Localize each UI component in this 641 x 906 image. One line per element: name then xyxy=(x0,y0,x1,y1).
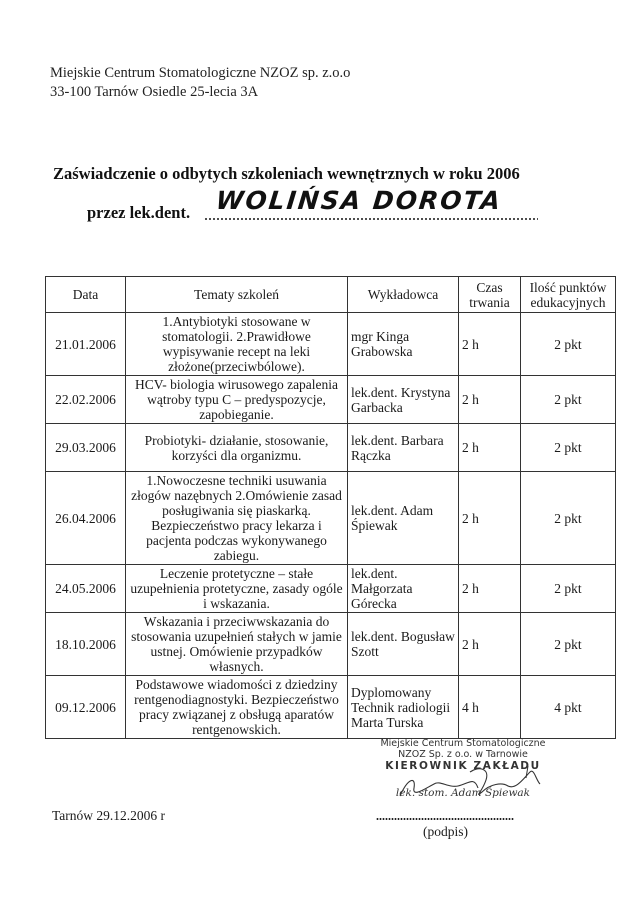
cell-duration: 2 h xyxy=(459,424,521,472)
cell-date: 29.03.2006 xyxy=(46,424,126,472)
cell-date: 09.12.2006 xyxy=(46,676,126,739)
cell-duration: 2 h xyxy=(459,376,521,424)
cell-topic: Podstawowe wiadomości z dziedziny rentgenodiagnostyki. Bezpieczeństwo pracy związanej z obsługą aparatów rentgenowskich. xyxy=(126,676,348,739)
cell-topic: 1.Antybiotyki stosowane w stomatologii. 2.Prawidłowe wypisywanie recept na leki złożone(przeciwbólowe). xyxy=(126,313,348,376)
header-date: Data xyxy=(46,277,126,313)
stamp-line-2: NZOZ Sp. z o.o. w Tarnowie xyxy=(398,749,528,760)
cell-duration: 2 h xyxy=(459,565,521,613)
stamp-line-1: Miejskie Centrum Stomatologiczne xyxy=(380,738,546,749)
institution-address: 33-100 Tarnów Osiedle 25-lecia 3A xyxy=(50,84,259,100)
cell-points: 2 pkt xyxy=(521,565,616,613)
table-row xyxy=(46,676,616,739)
issued-for-label: przez lek.dent. xyxy=(87,203,191,222)
table-row xyxy=(46,424,616,472)
cell-duration: 2 h xyxy=(459,472,521,565)
cell-points: 2 pkt xyxy=(521,613,616,676)
signature-label: (podpis) xyxy=(423,824,468,839)
stamp-line-3: KIEROWNIK ZAKŁADU xyxy=(385,760,541,772)
name-dotted-line xyxy=(204,218,538,220)
header-duration: Czas trwania xyxy=(459,277,521,313)
table-row xyxy=(46,376,616,424)
cell-duration: 4 h xyxy=(459,676,521,739)
cell-date: 24.05.2006 xyxy=(46,565,126,613)
cell-topic: Leczenie protetyczne – stałe uzupełnienia protetyczne, zasady ogóle i wskazania. xyxy=(126,565,348,613)
table-row xyxy=(46,472,616,565)
cell-date: 22.02.2006 xyxy=(46,376,126,424)
header-topics: Tematy szkoleń xyxy=(126,277,348,313)
cell-date: 18.10.2006 xyxy=(46,613,126,676)
cell-lecturer: lek.dent. Barbara Rączka xyxy=(348,424,459,472)
stamp-line-4: lek. stom. Adam Śpiewak xyxy=(395,787,531,799)
handwritten-signature xyxy=(378,758,558,808)
header-lecturer: Wykładowca xyxy=(348,277,459,313)
cell-topic: Probiotyki- działanie, stosowanie, korzyści dla organizmu. xyxy=(126,424,348,472)
institution-name: Miejskie Centrum Stomatologiczne NZOZ sp. z.o.o xyxy=(50,65,351,81)
cell-duration: 2 h xyxy=(459,613,521,676)
document-title: Zaświadczenie o odbytych szkoleniach wewnętrznych w roku 2006 xyxy=(53,164,520,183)
cell-points: 2 pkt xyxy=(521,472,616,565)
table-header-row xyxy=(46,277,616,313)
cell-points: 2 pkt xyxy=(521,376,616,424)
cell-lecturer: lek.dent. Małgorzata Górecka xyxy=(348,565,459,613)
cell-topic: 1.Nowoczesne techniki usuwania złogów nazębnych 2.Omówienie zasad posługiwania się piaskarką. Bezpieczeństwo pracy lekarza i pacjenta podczas wykonywanego zabiegu. xyxy=(126,472,348,565)
cell-lecturer: Dyplomowany Technik radiologii Marta Turska xyxy=(348,676,459,739)
header-points: Ilość punktów edukacyjnych xyxy=(521,277,616,313)
table-row xyxy=(46,313,616,376)
cell-lecturer: mgr Kinga Grabowska xyxy=(348,313,459,376)
cell-date: 21.01.2006 xyxy=(46,313,126,376)
cell-lecturer: lek.dent. Bogusław Szott xyxy=(348,613,459,676)
trainings-table xyxy=(45,276,616,739)
cell-date: 26.04.2006 xyxy=(46,472,126,565)
cell-duration: 2 h xyxy=(459,313,521,376)
cell-points: 2 pkt xyxy=(521,424,616,472)
cell-points: 4 pkt xyxy=(521,676,616,739)
cell-lecturer: lek.dent. Adam Śpiewak xyxy=(348,472,459,565)
table-row xyxy=(46,613,616,676)
cell-points: 2 pkt xyxy=(521,313,616,376)
cell-topic: HCV- biologia wirusowego zapalenia wątroby typu C – predyspozycje, zapobieganie. xyxy=(126,376,348,424)
table-row xyxy=(46,565,616,613)
place-and-date: Tarnów 29.12.2006 r xyxy=(52,808,166,823)
signature-dotted-line xyxy=(376,818,514,820)
cell-topic: Wskazania i przeciwwskazania do stosowania uzupełnień stałych w jamie ustnej. Omówienie przypadków własnych. xyxy=(126,613,348,676)
cell-lecturer: lek.dent. Krystyna Garbacka xyxy=(348,376,459,424)
handwritten-name: WOLIŃSA DOROTA xyxy=(214,186,504,215)
